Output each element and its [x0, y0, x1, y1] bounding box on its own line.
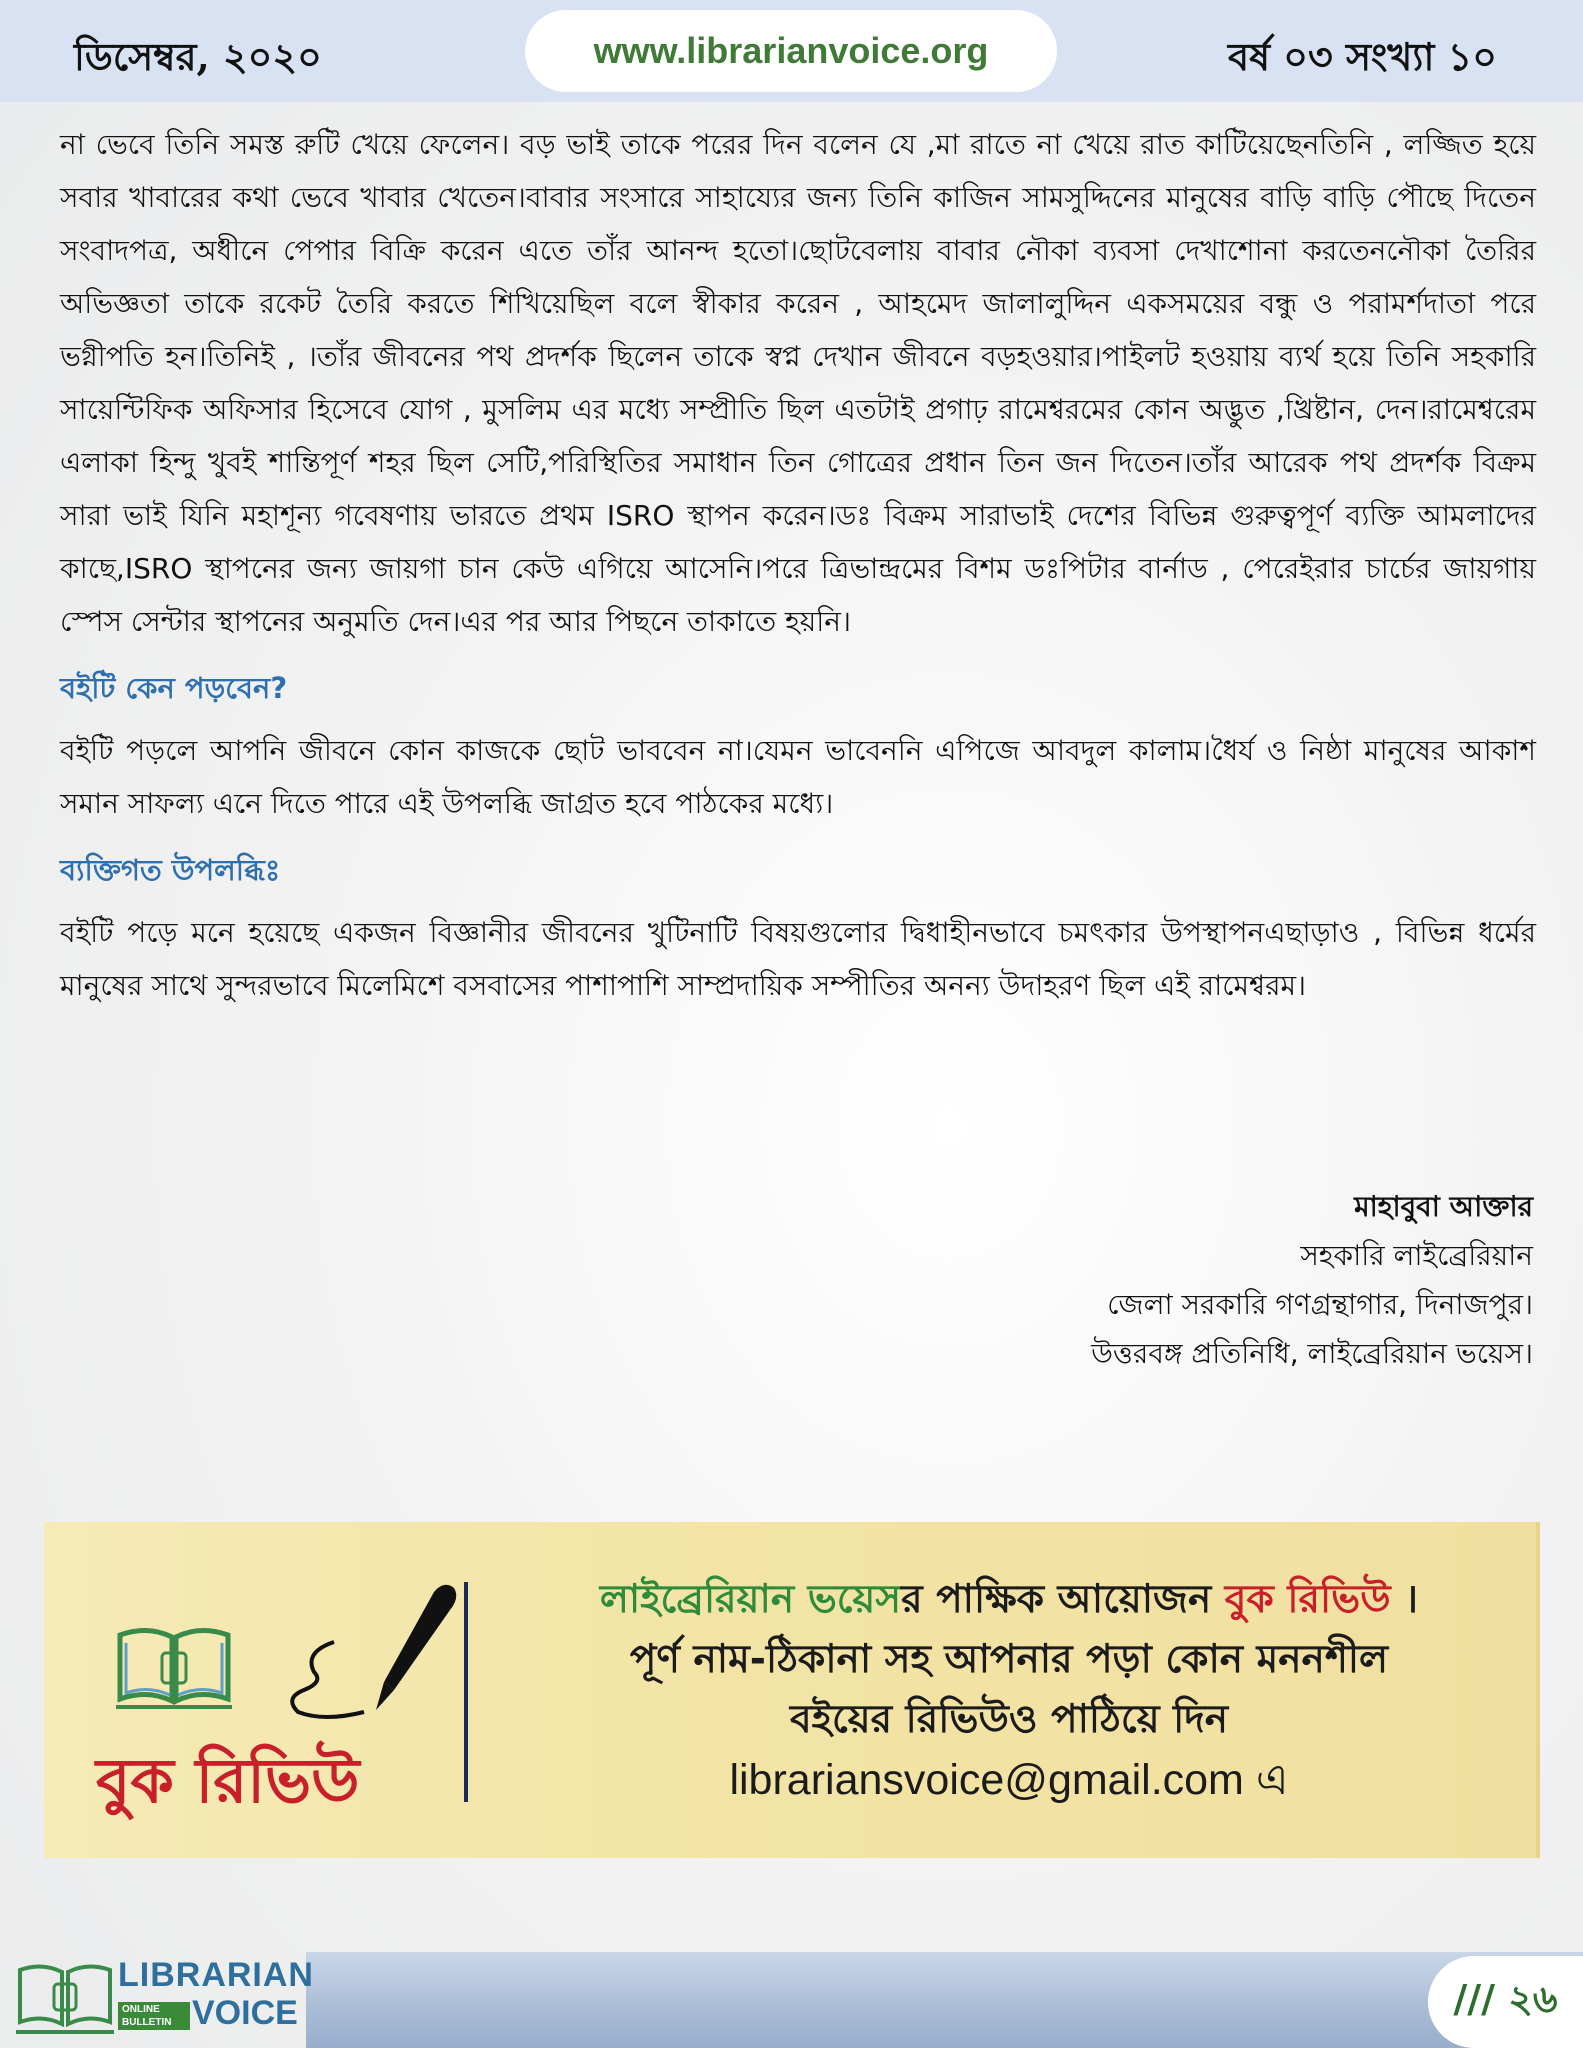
- section-heading-personal: ব্যক্তিগত উপলব্ধিঃ: [60, 853, 281, 887]
- article-paragraph: বইটি পড়লে আপনি জীবনে কোন কাজকে ছোট ভাববেন না।যেমন ভাবেননি এপিজে আবদুল কালাম।ধৈর্য ও নিষ্ঠা মানুষের আকাশ সমান সাফল্য এনে দিতে পারে এই উপলব্ধি জাগ্রত হবে পাঠকের মধ্যে।: [60, 734, 1536, 820]
- banner-line-1: [504, 1570, 1514, 1630]
- logo-text-librarian: LIBRARIAN: [118, 1956, 314, 1994]
- author-name: মাহাবুবা আক্তার: [1354, 1190, 1533, 1223]
- banner-brand-word: লাইব্রেরিয়ান: [599, 1577, 808, 1622]
- author-rep: উত্তরবঙ্গ প্রতিনিধি, লাইব্রেরিয়ান ভয়েস।: [1091, 1337, 1533, 1370]
- issue-date: ডিসেম্বর, ২০২০: [74, 34, 322, 79]
- banner-brand-word-2: ভয়েস: [807, 1577, 902, 1622]
- website-link[interactable]: www.librarianvoice.org: [525, 10, 1057, 92]
- author-org: জেলা সরকারি গণগ্রন্থাগার, দিনাজপুর।: [1107, 1288, 1533, 1321]
- banner-email[interactable]: librariansvoice@gmail.com এ: [729, 1756, 1289, 1804]
- book-review-banner: [44, 1522, 1540, 1858]
- banner-title: বুক রিভিউ: [96, 1744, 360, 1817]
- footer-band: [306, 1952, 1583, 2048]
- logo-text-voice: VOICE: [192, 1994, 298, 2032]
- fountain-pen-icon: [264, 1572, 464, 1732]
- article-paragraph: বইটি পড়ে মনে হয়েছে একজন বিজ্ঞানীর জীবনের খুটিনাটি বিষয়গুলোর দ্বিধাহীনভাবে চমৎকার উপস্থাপনএছাড়াও , বিভিন্ন ধর্মের মানুষের সাথে সুন্দরভাবে মিলেমিশে বসবাসের পাশাপাশি সাম্প্রদায়িক সম্পীতির অনন্য উদাহরণ ছিল এই রামেশ্বরম।: [60, 916, 1536, 1002]
- page-number: /// ২৬: [1428, 1956, 1583, 2048]
- banner-line-1-end: ।: [1390, 1577, 1419, 1622]
- article-body: [60, 118, 1536, 1012]
- banner-line-3: বইয়ের রিভিউও পাঠিয়ে দিন: [789, 1697, 1229, 1742]
- open-book-icon: [114, 1617, 234, 1712]
- author-role: সহকারি লাইব্রেরিয়ান: [1300, 1239, 1533, 1272]
- author-signature: [1091, 1182, 1533, 1378]
- banner-highlight: বুক রিভিউ: [1224, 1577, 1391, 1622]
- page-header: [0, 0, 1583, 102]
- banner-divider: [464, 1582, 468, 1802]
- banner-line-1-mid: র পাক্ষিক আয়োজন: [901, 1577, 1225, 1622]
- logo-text-online-bulletin: ONLINE BULLETIN: [118, 2002, 190, 2030]
- banner-line-2: পূর্ণ নাম-ঠিকানা সহ আপনার পড়া কোন মননশীল: [629, 1637, 1389, 1682]
- article-paragraph: না ভেবে তিনি সমস্ত রুটি খেয়ে ফেলেন। বড় ভাই তাকে পরের দিন বলেন যে ,মা রাতে না খেয়ে রাত কাটিয়েছেনতিনি , লজ্জিত হয়ে সবার খাবারের কথা ভেবে খাবার খেতেন।বাবার সংসারে সাহায্যের জন্য তিনি কাজিন সামসুদ্দিনের মানুষের বাড়ি বাড়ি পৌছে দিতেন সংবাদপত্র, অধীনে পেপার বিক্রি করেন এতে তাঁর আনন্দ হতো।ছোটবেলায় বাবার নৌকা ব্যবসা দেখাশোনা করতেননৌকা তৈরির অভিজ্ঞতা তাকে রকেট তৈরি করতে শিখিয়েছিল বলে স্বীকার করেন , আহমেদ জালালুদ্দিন একসময়ের বন্ধু ও পরামর্শদাতা পরে ভগ্নীপতি হন।তিনিই , ।তাঁর জীবনের পথ প্রদর্শক ছিলেন তাকে স্বপ্ন দেখান জীবনে বড়হওয়ার।পাইলট হওয়ায় ব্যর্থ হয়ে তিনি সহকারি সায়েন্টিফিক অফিসার হিসেবে যোগ , মুসলিম এর মধ্যে সম্প্রীতি ছিল এতটাই প্রগাঢ় রামেশ্বরমের কোন অদ্ভুত ,খ্রিষ্টান, দেন।রামেশ্বরেম এলাকা হিন্দু খুবই শান্তিপূর্ণ শহর ছিল সেটি,পরিস্থিতির সমাধান তিন গোত্রের প্রধান তিন জন দিতেন।তাঁর আরেক পথ প্রদর্শক বিক্রম সারা ভাই যিনি মহাশূন্য গবেষণায় ভারতে প্রথম ISRO স্থাপন করেন।ডঃ বিক্রম সারাভাই দেশের বিভিন্ন গুরুত্বপূর্ণ ব্যক্তি আমলাদের কাছে,ISRO স্থাপনের জন্য জায়গা চান কেউ এগিয়ে আসেনি।পরে ত্রিভান্দ্রমের বিশম ডঃপিটার বার্নাড , পেরেইরার চার্চের জায়গায় স্পেস সেন্টার স্থাপনের অনুমতি দেন।এর পর আর পিছনে তাকাতে হয়নি।: [60, 128, 1536, 638]
- banner-message: [504, 1570, 1514, 1810]
- section-heading-why-read: বইটি কেন পড়বেন?: [60, 671, 288, 705]
- issue-number: বর্ষ ০৩ সংখ্যা ১০: [1227, 34, 1497, 79]
